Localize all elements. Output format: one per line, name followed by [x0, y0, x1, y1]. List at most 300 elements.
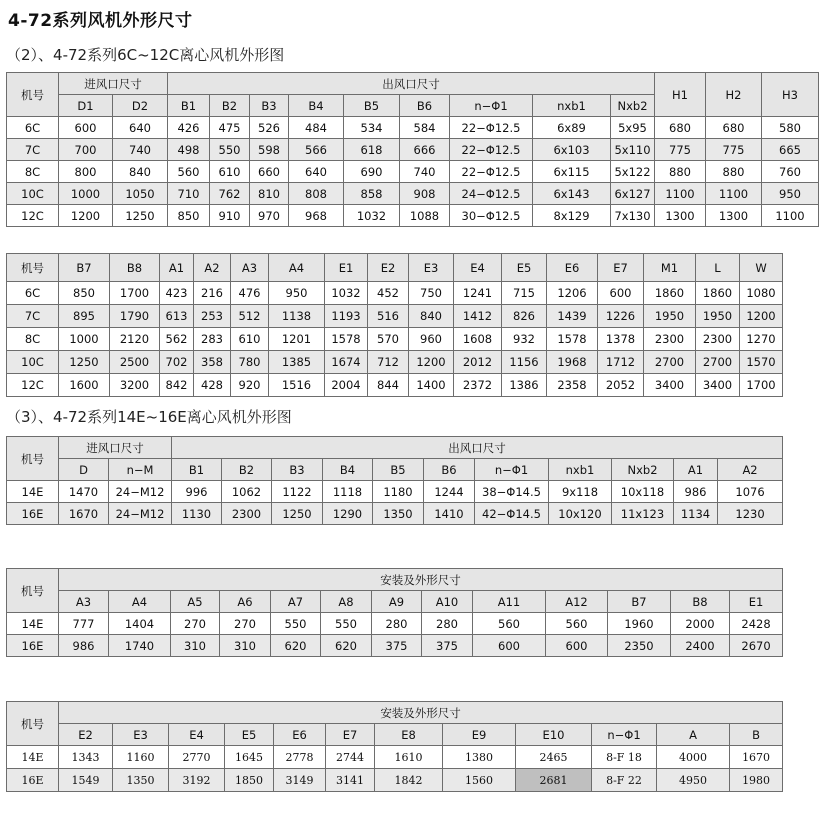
- data-cell: 550: [271, 613, 321, 635]
- table-14e-16e-main: [6, 436, 783, 525]
- data-cell: 24−Φ12.5: [450, 183, 533, 205]
- column-header: L: [696, 254, 740, 282]
- column-header: n−Φ1: [475, 459, 549, 481]
- column-header: Nxb2: [612, 459, 674, 481]
- data-cell: 8-F 18: [592, 746, 657, 769]
- table-row: [7, 205, 819, 227]
- data-cell: 600: [598, 282, 644, 305]
- machine-cell: 7C: [7, 139, 59, 161]
- data-cell: 1200: [740, 305, 783, 328]
- data-cell: 1200: [409, 351, 454, 374]
- column-header: B1: [168, 95, 210, 117]
- data-cell: 598: [250, 139, 289, 161]
- data-cell: 1032: [325, 282, 368, 305]
- column-header: E9: [443, 724, 516, 746]
- data-cell: 610: [210, 161, 250, 183]
- table-row: [7, 503, 783, 525]
- data-cell: 2012: [454, 351, 502, 374]
- group-header-install: 安装及外形尺寸: [59, 702, 783, 724]
- data-cell: 740: [113, 139, 168, 161]
- machine-cell: 14E: [7, 613, 59, 635]
- data-cell: 680: [706, 117, 762, 139]
- data-cell: 950: [762, 183, 819, 205]
- table-row: [7, 183, 819, 205]
- data-cell: 1193: [325, 305, 368, 328]
- data-cell: 2372: [454, 374, 502, 397]
- table-row: [7, 282, 783, 305]
- data-cell: 762: [210, 183, 250, 205]
- column-header: E7: [598, 254, 644, 282]
- data-cell: 270: [171, 613, 220, 635]
- data-cell: 584: [400, 117, 450, 139]
- data-cell: 610: [231, 328, 269, 351]
- data-cell: 2428: [730, 613, 783, 635]
- data-cell: 1380: [443, 746, 516, 769]
- machine-cell: 14E: [7, 746, 59, 769]
- machine-cell: 8C: [7, 328, 59, 351]
- data-cell: 9x118: [549, 481, 612, 503]
- data-cell: 2670: [730, 635, 783, 657]
- data-cell: 2681: [516, 769, 592, 792]
- data-cell: 1241: [454, 282, 502, 305]
- column-header: H1: [655, 73, 706, 117]
- data-cell: 986: [674, 481, 718, 503]
- data-cell: 740: [400, 161, 450, 183]
- data-cell: 1100: [655, 183, 706, 205]
- data-cell: 1156: [502, 351, 547, 374]
- data-cell: 452: [368, 282, 409, 305]
- column-header: E3: [409, 254, 454, 282]
- data-cell: 3200: [110, 374, 160, 397]
- data-cell: 760: [762, 161, 819, 183]
- column-header: n−Φ1: [592, 724, 657, 746]
- data-cell: 1122: [272, 481, 323, 503]
- data-cell: 844: [368, 374, 409, 397]
- data-cell: 22−Φ12.5: [450, 161, 533, 183]
- data-cell: 2700: [644, 351, 696, 374]
- column-header: nxb1: [549, 459, 612, 481]
- data-cell: 1250: [59, 351, 110, 374]
- data-cell: 10x120: [549, 503, 612, 525]
- data-cell: 960: [409, 328, 454, 351]
- data-cell: 550: [321, 613, 372, 635]
- data-cell: 810: [250, 183, 289, 205]
- data-cell: 1300: [655, 205, 706, 227]
- column-header: H3: [762, 73, 819, 117]
- column-header: nxb1: [533, 95, 611, 117]
- data-cell: 1230: [718, 503, 783, 525]
- data-cell: 1600: [59, 374, 110, 397]
- page-title: 4-72系列风机外形尺寸: [8, 11, 193, 31]
- data-cell: 712: [368, 351, 409, 374]
- data-cell: 775: [655, 139, 706, 161]
- machine-cell: 14E: [7, 481, 59, 503]
- data-cell: 7x130: [611, 205, 655, 227]
- column-header: B3: [250, 95, 289, 117]
- data-cell: 310: [220, 635, 271, 657]
- column-header: A10: [422, 591, 473, 613]
- column-header: D2: [113, 95, 168, 117]
- data-cell: 1960: [608, 613, 671, 635]
- table-row: [7, 635, 783, 657]
- group-header-outlet: 出风口尺寸: [172, 437, 783, 459]
- machine-cell: 10C: [7, 351, 59, 374]
- column-header: B4: [289, 95, 344, 117]
- column-header: A4: [269, 254, 325, 282]
- machine-header: 机号: [7, 254, 59, 282]
- data-cell: 968: [289, 205, 344, 227]
- data-cell: 750: [409, 282, 454, 305]
- data-cell: 270: [220, 613, 271, 635]
- data-cell: 1549: [59, 769, 113, 792]
- data-cell: 6x89: [533, 117, 611, 139]
- data-cell: 910: [210, 205, 250, 227]
- column-header: E2: [59, 724, 113, 746]
- data-cell: 1400: [409, 374, 454, 397]
- data-cell: 570: [368, 328, 409, 351]
- data-cell: 840: [113, 161, 168, 183]
- column-header: B2: [222, 459, 272, 481]
- data-cell: 498: [168, 139, 210, 161]
- data-cell: 310: [171, 635, 220, 657]
- data-cell: 216: [194, 282, 231, 305]
- data-cell: 1000: [59, 328, 110, 351]
- data-cell: 8x129: [533, 205, 611, 227]
- column-header: B7: [59, 254, 110, 282]
- section-3-title: （3）、4-72系列14E~16E离心风机外形图: [6, 408, 292, 426]
- data-cell: 4000: [657, 746, 730, 769]
- table-row: [7, 613, 783, 635]
- data-cell: 1410: [424, 503, 475, 525]
- machine-cell: 8C: [7, 161, 59, 183]
- machine-cell: 6C: [7, 117, 59, 139]
- column-header: E10: [516, 724, 592, 746]
- data-cell: 600: [473, 635, 546, 657]
- data-cell: 858: [344, 183, 400, 205]
- data-cell: 842: [160, 374, 194, 397]
- machine-cell: 12C: [7, 374, 59, 397]
- data-cell: 775: [706, 139, 762, 161]
- data-cell: 895: [59, 305, 110, 328]
- data-cell: 1290: [323, 503, 373, 525]
- column-header: B5: [344, 95, 400, 117]
- data-cell: 426: [168, 117, 210, 139]
- data-cell: 1950: [696, 305, 740, 328]
- table-row: [7, 328, 783, 351]
- data-cell: 970: [250, 205, 289, 227]
- column-header: M1: [644, 254, 696, 282]
- data-cell: 358: [194, 351, 231, 374]
- data-cell: 3400: [644, 374, 696, 397]
- data-cell: 1570: [740, 351, 783, 374]
- data-cell: 600: [59, 117, 113, 139]
- data-cell: 5x122: [611, 161, 655, 183]
- machine-cell: 6C: [7, 282, 59, 305]
- column-header: E1: [325, 254, 368, 282]
- data-cell: 1343: [59, 746, 113, 769]
- data-cell: 22−Φ12.5: [450, 117, 533, 139]
- data-cell: 660: [250, 161, 289, 183]
- column-header: E3: [113, 724, 169, 746]
- data-cell: 1138: [269, 305, 325, 328]
- data-cell: 710: [168, 183, 210, 205]
- data-cell: 24−M12: [109, 481, 172, 503]
- machine-cell: 7C: [7, 305, 59, 328]
- data-cell: 826: [502, 305, 547, 328]
- data-cell: 1100: [706, 183, 762, 205]
- data-cell: 932: [502, 328, 547, 351]
- data-cell: 475: [210, 117, 250, 139]
- column-header: A12: [546, 591, 608, 613]
- data-cell: 423: [160, 282, 194, 305]
- column-header: A1: [160, 254, 194, 282]
- data-cell: 640: [289, 161, 344, 183]
- data-cell: 1350: [113, 769, 169, 792]
- data-cell: 620: [271, 635, 321, 657]
- data-cell: 1610: [375, 746, 443, 769]
- data-cell: 1950: [644, 305, 696, 328]
- machine-header: 机号: [7, 702, 59, 746]
- data-cell: 562: [160, 328, 194, 351]
- section-2-title: （2）、4-72系列6C~12C离心风机外形图: [6, 46, 285, 64]
- column-header: B: [730, 724, 783, 746]
- data-cell: 526: [250, 117, 289, 139]
- data-cell: 2358: [547, 374, 598, 397]
- data-cell: 850: [168, 205, 210, 227]
- data-cell: 3149: [274, 769, 326, 792]
- column-header: E4: [454, 254, 502, 282]
- data-cell: 22−Φ12.5: [450, 139, 533, 161]
- data-cell: 920: [231, 374, 269, 397]
- table-row: [7, 161, 819, 183]
- data-cell: 808: [289, 183, 344, 205]
- data-cell: 880: [706, 161, 762, 183]
- data-cell: 1076: [718, 481, 783, 503]
- column-header: A5: [171, 591, 220, 613]
- column-header: A8: [321, 591, 372, 613]
- column-header: A7: [271, 591, 321, 613]
- data-cell: 996: [172, 481, 222, 503]
- data-cell: 2300: [222, 503, 272, 525]
- data-cell: 280: [372, 613, 422, 635]
- column-header: n−Φ1: [450, 95, 533, 117]
- data-cell: 253: [194, 305, 231, 328]
- column-header: A9: [372, 591, 422, 613]
- data-cell: 1100: [762, 205, 819, 227]
- data-cell: 640: [113, 117, 168, 139]
- column-header: A2: [718, 459, 783, 481]
- data-cell: 1200: [59, 205, 113, 227]
- data-cell: 38−Φ14.5: [475, 481, 549, 503]
- data-cell: 1118: [323, 481, 373, 503]
- data-cell: 6x103: [533, 139, 611, 161]
- data-cell: 560: [546, 613, 608, 635]
- data-cell: 666: [400, 139, 450, 161]
- machine-header: 机号: [7, 569, 59, 613]
- data-cell: 2120: [110, 328, 160, 351]
- table-row: [7, 746, 783, 769]
- column-header: B5: [373, 459, 424, 481]
- column-header: E1: [730, 591, 783, 613]
- column-header: B7: [608, 591, 671, 613]
- data-cell: 1385: [269, 351, 325, 374]
- data-cell: 1300: [706, 205, 762, 227]
- data-cell: 2744: [326, 746, 375, 769]
- data-cell: 1470: [59, 481, 109, 503]
- column-header: B6: [424, 459, 475, 481]
- column-header: A1: [674, 459, 718, 481]
- data-cell: 1080: [740, 282, 783, 305]
- data-cell: 1412: [454, 305, 502, 328]
- data-cell: 5x110: [611, 139, 655, 161]
- data-cell: 3192: [169, 769, 225, 792]
- data-cell: 840: [409, 305, 454, 328]
- data-cell: 1378: [598, 328, 644, 351]
- column-header: A11: [473, 591, 546, 613]
- column-header: D: [59, 459, 109, 481]
- data-cell: 3141: [326, 769, 375, 792]
- data-cell: 11x123: [612, 503, 674, 525]
- column-header: A4: [109, 591, 171, 613]
- data-cell: 1180: [373, 481, 424, 503]
- table-row: [7, 481, 783, 503]
- group-header-inlet: 进风口尺寸: [59, 437, 172, 459]
- data-cell: 908: [400, 183, 450, 205]
- data-cell: 280: [422, 613, 473, 635]
- data-cell: 2400: [671, 635, 730, 657]
- data-cell: 2300: [696, 328, 740, 351]
- data-cell: 1032: [344, 205, 400, 227]
- data-cell: 2700: [696, 351, 740, 374]
- data-cell: 1674: [325, 351, 368, 374]
- column-header: B3: [272, 459, 323, 481]
- data-cell: 1350: [373, 503, 424, 525]
- data-cell: 1850: [225, 769, 274, 792]
- data-cell: 2004: [325, 374, 368, 397]
- machine-cell: 12C: [7, 205, 59, 227]
- data-cell: 534: [344, 117, 400, 139]
- data-cell: 1560: [443, 769, 516, 792]
- group-header-outlet: 出风口尺寸: [168, 73, 655, 95]
- data-cell: 580: [762, 117, 819, 139]
- data-cell: 6x115: [533, 161, 611, 183]
- data-cell: 620: [321, 635, 372, 657]
- column-header: B1: [172, 459, 222, 481]
- column-header: E5: [502, 254, 547, 282]
- table-row: [7, 139, 819, 161]
- column-header: D1: [59, 95, 113, 117]
- group-header-inlet: 进风口尺寸: [59, 73, 168, 95]
- data-cell: 2770: [169, 746, 225, 769]
- table-row: [7, 305, 783, 328]
- data-cell: 1250: [272, 503, 323, 525]
- data-cell: 5x95: [611, 117, 655, 139]
- data-cell: 375: [422, 635, 473, 657]
- column-header: E8: [375, 724, 443, 746]
- column-header: A6: [220, 591, 271, 613]
- data-cell: 10x118: [612, 481, 674, 503]
- table-14e-16e-install-a: [6, 568, 783, 657]
- data-cell: 1670: [730, 746, 783, 769]
- machine-cell: 16E: [7, 769, 59, 792]
- data-cell: 1130: [172, 503, 222, 525]
- data-cell: 476: [231, 282, 269, 305]
- column-header: E5: [225, 724, 274, 746]
- data-cell: 2052: [598, 374, 644, 397]
- data-cell: 2778: [274, 746, 326, 769]
- column-header: n−M: [109, 459, 172, 481]
- column-header: Nxb2: [611, 95, 655, 117]
- data-cell: 613: [160, 305, 194, 328]
- data-cell: 800: [59, 161, 113, 183]
- data-cell: 1968: [547, 351, 598, 374]
- data-cell: 715: [502, 282, 547, 305]
- data-cell: 1270: [740, 328, 783, 351]
- data-cell: 1206: [547, 282, 598, 305]
- data-cell: 2500: [110, 351, 160, 374]
- group-header-install: 安装及外形尺寸: [59, 569, 783, 591]
- data-cell: 1160: [113, 746, 169, 769]
- data-cell: 1860: [696, 282, 740, 305]
- data-cell: 1790: [110, 305, 160, 328]
- column-header: A3: [59, 591, 109, 613]
- data-cell: 777: [59, 613, 109, 635]
- data-cell: 1608: [454, 328, 502, 351]
- data-cell: 1250: [113, 205, 168, 227]
- data-cell: 24−M12: [109, 503, 172, 525]
- data-cell: 484: [289, 117, 344, 139]
- data-cell: 4950: [657, 769, 730, 792]
- column-header: A2: [194, 254, 231, 282]
- data-cell: 516: [368, 305, 409, 328]
- data-cell: 2350: [608, 635, 671, 657]
- data-cell: 3400: [696, 374, 740, 397]
- data-cell: 560: [473, 613, 546, 635]
- machine-header: 机号: [7, 437, 59, 481]
- data-cell: 6x143: [533, 183, 611, 205]
- data-cell: 1578: [325, 328, 368, 351]
- column-header: B4: [323, 459, 373, 481]
- data-cell: 1000: [59, 183, 113, 205]
- table-row: [7, 117, 819, 139]
- column-header: B6: [400, 95, 450, 117]
- table-row: [7, 374, 783, 397]
- table-row: [7, 351, 783, 374]
- column-header: W: [740, 254, 783, 282]
- data-cell: 375: [372, 635, 422, 657]
- machine-cell: 16E: [7, 503, 59, 525]
- data-cell: 700: [59, 139, 113, 161]
- data-cell: 1860: [644, 282, 696, 305]
- column-header: E7: [326, 724, 375, 746]
- data-cell: 690: [344, 161, 400, 183]
- data-cell: 1700: [110, 282, 160, 305]
- column-header: E2: [368, 254, 409, 282]
- column-header: E4: [169, 724, 225, 746]
- data-cell: 2300: [644, 328, 696, 351]
- data-cell: 1088: [400, 205, 450, 227]
- machine-cell: 10C: [7, 183, 59, 205]
- data-cell: 1439: [547, 305, 598, 328]
- data-cell: 1842: [375, 769, 443, 792]
- data-cell: 986: [59, 635, 109, 657]
- data-cell: 1645: [225, 746, 274, 769]
- data-cell: 1578: [547, 328, 598, 351]
- data-cell: 2000: [671, 613, 730, 635]
- data-cell: 1700: [740, 374, 783, 397]
- data-cell: 1980: [730, 769, 783, 792]
- data-cell: 1062: [222, 481, 272, 503]
